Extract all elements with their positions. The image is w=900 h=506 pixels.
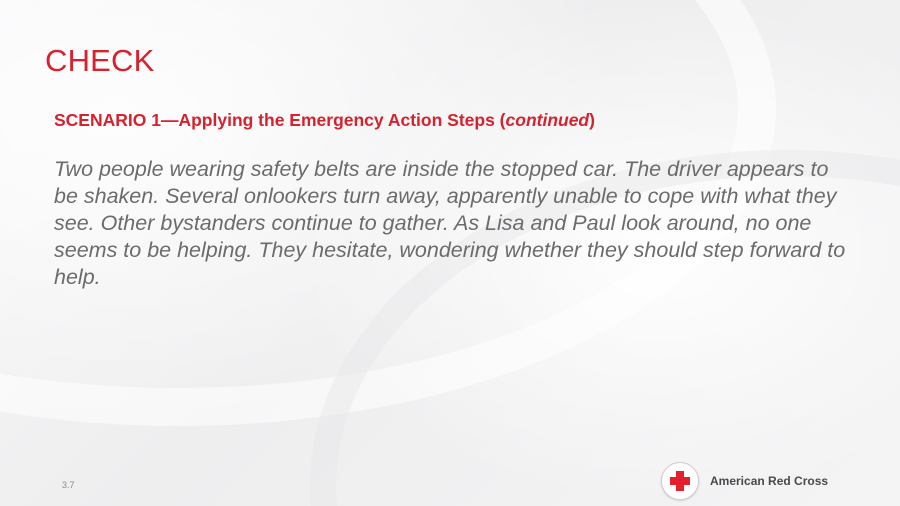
scenario-heading-text: SCENARIO 1—Applying the Emergency Action Steps ( [54, 110, 506, 130]
scenario-heading-continued: continued [505, 110, 590, 130]
page-number: 3.7 [62, 480, 75, 490]
logo-text: American Red Cross [710, 474, 829, 488]
slide-title: CHECK [45, 43, 155, 78]
red-cross-icon [661, 462, 699, 500]
scenario-body-text: Two people wearing safety belts are inside the stopped car. The driver appears to be shaken. Several onlookers turn away, apparently unable to cope with what they see. Other bystanders continue to gather. As Lisa and Paul look around, no one seems to be helping. They hesitate, wondering whether they should step forward to help. [54, 157, 846, 289]
american-red-cross-logo [661, 462, 828, 500]
red-cross-horizontal-bar [670, 477, 690, 485]
scenario-heading [54, 110, 595, 131]
scenario-heading-close: ) [589, 110, 595, 130]
